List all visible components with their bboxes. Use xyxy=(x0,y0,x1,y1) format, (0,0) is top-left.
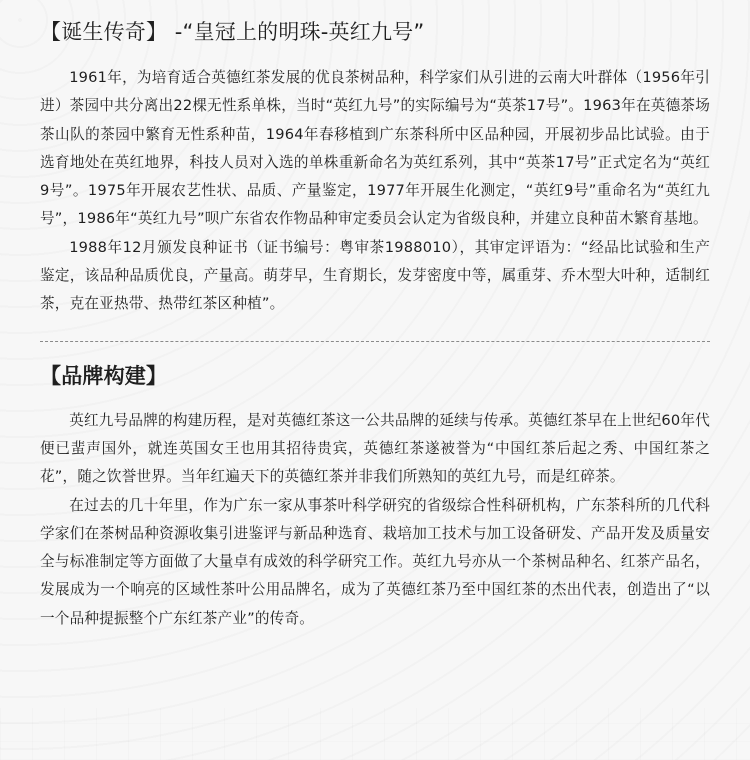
decorative-bottom-pattern xyxy=(0,708,750,760)
brand-paragraph-1: 英红九号品牌的构建历程，是对英德红茶这一公共品牌的延续与传承。英德红茶早在上世纪60年代便已蜚声国外，就连英国女王也用其招待贵宾，英德红茶遂被誉为“中国红茶后起之秀、中国红茶之花”，随之饮誉世界。当年红遍天下的英德红茶并非我们所熟知的英红九号，而是红碎茶。 xyxy=(40,411,710,486)
dashed-divider xyxy=(40,341,710,342)
brand-section-title: 【品牌构建】 xyxy=(40,363,168,388)
origin-paragraph-1: 1961年，为培育适合英德红茶发展的优良茶树品种，科学家们从引进的云南大叶群体（1956年引进）茶园中共分离出22棵无性系单株，当时“英红九号”的实际编号为“英茶17号”。1963年在英德茶场茶山队的茶园中繁育无性系种苗，1964年春移植到广东茶科所中区品种园，开展初步品比试验。由于选育地处在英红地界，科技人员对入选的单株重新命名为英红系列，其中“英茶17号”正式定名为“英红9号”。1975年开展农艺性状、品质、产量鉴定，1977年开展生化测定，“英红9号”重命名为“英红九号”，1986年“英红九号”呗广东省农作物品种审定委员会认定为省级良种，并建立良种苗木繁育基地。 xyxy=(40,69,710,228)
origin-section-heading xyxy=(40,18,710,46)
origin-section-subtitle: -“皇冠上的明珠-英红九号” xyxy=(174,20,425,44)
origin-section-title: 【诞生传奇】 xyxy=(40,20,168,44)
origin-paragraph-2: 1988年12月颁发良种证书（证书编号：粤审茶1988010），其审定评语为：“经品比试验和生产鉴定，该品种品质优良，产量高。萌芽早，生育期长，发芽密度中等，属重芽、乔木型大叶种，适制红茶，克在亚热带、热带红茶区种植”。 xyxy=(40,238,710,313)
brand-paragraph-2: 在过去的几十年里，作为广东一家从事茶叶科学研究的省级综合性科研机构，广东茶科所的几代科学家们在茶树品种资源收集引进鉴评与新品种选育、栽培加工技术与加工设备研发、产品开发及质量安全与标准制定等方面做了大量卓有成效的科学研究工作。英红九号亦从一个茶树品种名、红茶产品名，发展成为一个响亮的区域性茶叶公用品牌名，成为了英德红茶乃至中国红茶的杰出代表，创造出了“以一个品种提振整个广东红茶产业”的传奇。 xyxy=(40,496,710,627)
brand-section xyxy=(40,362,710,633)
origin-section xyxy=(40,18,710,319)
